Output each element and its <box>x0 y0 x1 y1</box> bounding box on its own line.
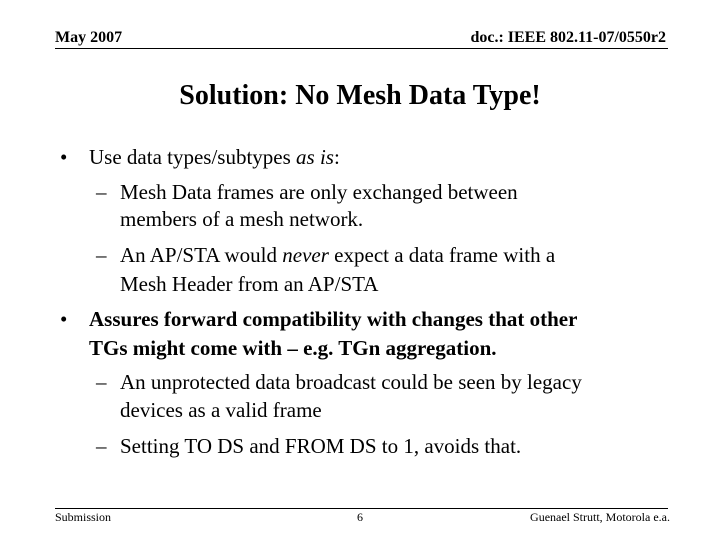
header-doc-id: doc.: IEEE 802.11-07/0550r2 <box>470 29 666 46</box>
header-rule <box>55 48 668 49</box>
sub-bullet-dash: – <box>96 243 107 267</box>
bullet-1-text-italic: as is <box>296 145 334 169</box>
bullet-1-text <box>89 147 340 168</box>
sub-bullet-1-1-line1: Mesh Data frames are only exchanged between <box>120 180 518 204</box>
footer-submission: Submission <box>55 510 112 524</box>
bullet-dot: • <box>60 307 68 331</box>
sub-bullet-1-2-line1 <box>120 245 555 266</box>
sub-bullet-dash: – <box>96 180 107 204</box>
sub-bullet-1-1-line2: members of a mesh network. <box>120 207 364 231</box>
sub-bullet-1-2-suffix: expect a data frame with a <box>328 243 556 267</box>
slide-title: Solution: No Mesh Data Type! <box>179 80 541 111</box>
bullet-1-text-suffix: : <box>333 145 340 169</box>
bullet-2-line2: TGs might come with – e.g. TGn aggregation. <box>89 336 497 360</box>
footer-author: Guenael Strutt, Motorola e.a. <box>530 510 670 524</box>
sub-bullet-dash: – <box>96 434 107 458</box>
sub-bullet-1-2-prefix: An AP/STA would <box>120 243 283 267</box>
sub-bullet-2-2-line1: Setting TO DS and FROM DS to 1, avoids that. <box>120 434 522 458</box>
sub-bullet-dash: – <box>96 370 107 394</box>
sub-bullet-2-1-line1: An unprotected data broadcast could be seen by legacy <box>120 370 582 394</box>
sub-bullet-2-1-line2: devices as a valid frame <box>120 398 322 422</box>
footer-page-number: 6 <box>357 510 363 524</box>
bullet-2-line1: Assures forward compatibility with changes that other <box>89 307 578 331</box>
sub-bullet-1-2-italic: never <box>282 243 329 267</box>
bullet-dot: • <box>60 145 68 169</box>
bullet-1-text-prefix: Use data types/subtypes <box>89 145 297 169</box>
footer-rule <box>55 508 668 509</box>
header-date: May 2007 <box>55 29 123 46</box>
sub-bullet-1-2-line2: Mesh Header from an AP/STA <box>120 272 379 296</box>
